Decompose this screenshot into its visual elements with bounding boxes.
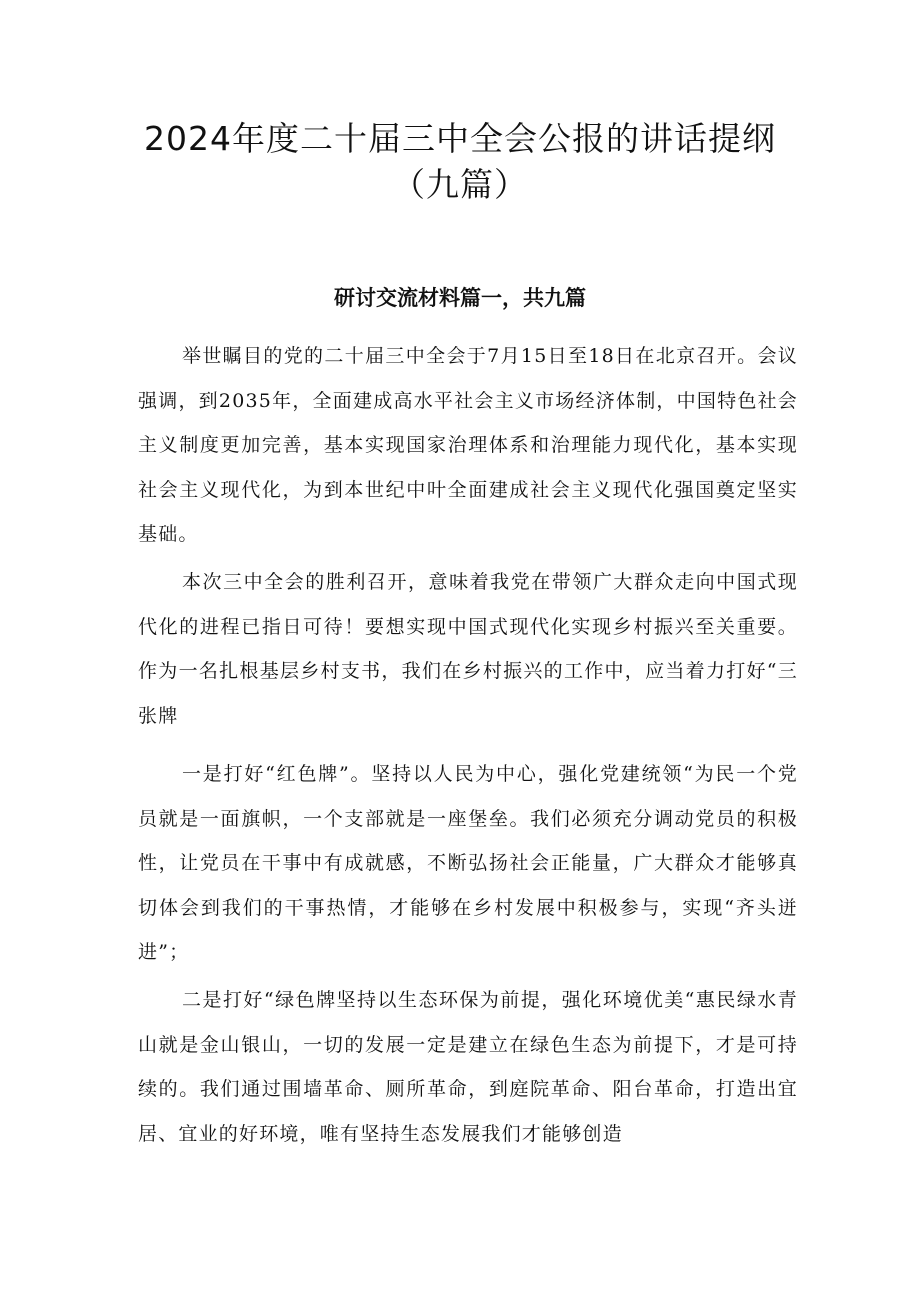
document-title: 2024年度二十届三中全会公报的讲话提纲 — [144, 119, 776, 158]
document-title-suffix: （九篇） — [392, 165, 528, 204]
paragraph-4: 二是打好“绿色牌坚持以生态环保为前提，强化环境优美“惠民绿水青山就是金山银山，一切的发展一定是建立在绿色生态为前提下，才是可持续的。我们通过围墙革命、厕所革命，到庭院革命、阳台革命，打造出宜居、宜业的好环境，唯有坚持生态发展我们才能够创造 — [138, 989, 798, 1145]
section-heading: 研讨交流材料篇一，共九篇 — [334, 286, 586, 310]
paragraph-2: 本次三中全会的胜利召开，意味着我党在带领广大群众走向中国式现代化的进程已指日可待！要想实现中国式现代化实现乡村振兴至关重要。作为一名扎根基层乡村支书，我们在乡村振兴的工作中，应当着力打好“三张牌 — [138, 571, 798, 727]
paragraph-1: 举世瞩目的党的二十届三中全会于7月15日至18日在北京召开。会议强调，到2035年，全面建成高水平社会主义市场经济体制，中国特色社会主义制度更加完善，基本实现国家治理体系和治理能力现代化，基本实现社会主义现代化，为到本世纪中叶全面建成社会主义现代化强国奠定坚实基础。 — [138, 345, 798, 545]
paragraph-3: 一是打好“红色牌”。坚持以人民为中心，强化党建统领“为民一个党员就是一面旗帜，一个支部就是一座堡垒。我们必须充分调动党员的积极性，让党员在干事中有成就感，不断弘扬社会正能量，广大群众才能够真切体会到我们的干事热情，才能够在乡村发展中积极参与，实现“齐头迸进”； — [138, 763, 798, 963]
